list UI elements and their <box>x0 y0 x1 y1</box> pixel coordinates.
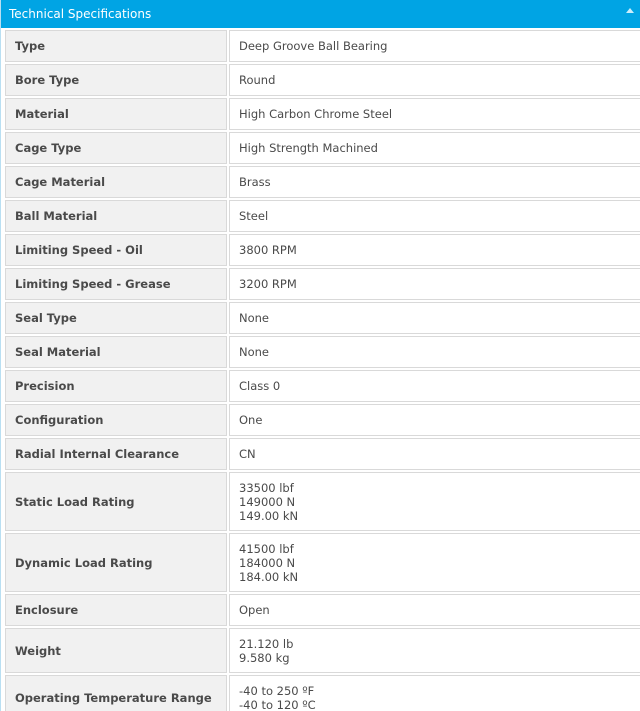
spec-value <box>229 438 640 470</box>
spec-row-cage-material <box>1 166 640 198</box>
spec-value <box>229 472 640 531</box>
spec-value <box>229 628 640 673</box>
spec-row-operating-temperature-range <box>1 675 640 711</box>
spec-row-seal-type <box>1 302 640 334</box>
spec-row-configuration <box>1 404 640 436</box>
spec-label: Cage Material <box>5 166 227 198</box>
spec-value-line: Class 0 <box>239 379 281 393</box>
spec-row-type <box>1 30 640 62</box>
spec-value <box>229 404 640 436</box>
spec-row-ball-material <box>1 200 640 232</box>
spec-row-dynamic-load-rating <box>1 533 640 592</box>
spec-value <box>229 370 640 402</box>
spec-value-line: 184000 N <box>239 555 296 570</box>
spec-row-seal-material <box>1 336 640 368</box>
panel-title: Technical Specifications <box>9 7 152 21</box>
spec-row-material <box>1 98 640 130</box>
spec-label: Limiting Speed - Oil <box>5 234 227 266</box>
spec-row-limiting-speed-grease <box>1 268 640 300</box>
spec-value <box>229 132 640 164</box>
spec-label: Weight <box>5 628 227 673</box>
spec-row-bore-type <box>1 64 640 96</box>
spec-label: Dynamic Load Rating <box>5 533 227 592</box>
spec-row-precision <box>1 370 640 402</box>
spec-value <box>229 234 640 266</box>
spec-value <box>229 166 640 198</box>
spec-label: Static Load Rating <box>5 472 227 531</box>
spec-value-line: 184.00 kN <box>239 569 299 584</box>
spec-label: Seal Type <box>5 302 227 334</box>
spec-row-static-load-rating <box>1 472 640 531</box>
spec-value-line: -40 to 250 ºF <box>239 683 315 698</box>
spec-value-line: One <box>239 413 263 427</box>
spec-value-line: High Strength Machined <box>239 141 378 155</box>
spec-label: Limiting Speed - Grease <box>5 268 227 300</box>
spec-value-line: 9.580 kg <box>239 650 290 665</box>
spec-value-line: None <box>239 345 270 359</box>
spec-label: Seal Material <box>5 336 227 368</box>
spec-value <box>229 533 640 592</box>
spec-value-line: 33500 lbf <box>239 480 294 495</box>
spec-value-line: 149000 N <box>239 494 296 509</box>
spec-value-line: None <box>239 311 270 325</box>
spec-value-line: 3200 RPM <box>239 277 297 291</box>
spec-label: Radial Internal Clearance <box>5 438 227 470</box>
spec-value <box>229 268 640 300</box>
spec-value <box>229 594 640 626</box>
spec-label: Bore Type <box>5 64 227 96</box>
spec-row-enclosure <box>1 594 640 626</box>
spec-table <box>1 30 640 711</box>
chevron-up-icon[interactable] <box>626 8 634 13</box>
spec-value <box>229 675 640 711</box>
spec-value <box>229 302 640 334</box>
spec-row-limiting-speed-oil <box>1 234 640 266</box>
spec-row-weight <box>1 628 640 673</box>
panel-header[interactable] <box>1 0 640 28</box>
spec-value <box>229 30 640 62</box>
spec-value-line: -40 to 120 ºC <box>239 697 316 711</box>
spec-label: Operating Temperature Range <box>5 675 227 711</box>
spec-label: Material <box>5 98 227 130</box>
spec-row-radial-internal-clearance <box>1 438 640 470</box>
spec-value-line: Round <box>239 73 276 87</box>
spec-value-line: 3800 RPM <box>239 243 297 257</box>
spec-value-line: 41500 lbf <box>239 541 294 556</box>
spec-label: Precision <box>5 370 227 402</box>
spec-row-cage-type <box>1 132 640 164</box>
spec-value-line: 21.120 lb <box>239 636 294 651</box>
spec-label: Configuration <box>5 404 227 436</box>
spec-label: Enclosure <box>5 594 227 626</box>
spec-value-line: Deep Groove Ball Bearing <box>239 39 388 53</box>
spec-label: Ball Material <box>5 200 227 232</box>
spec-value-line: CN <box>239 447 256 461</box>
spec-value <box>229 336 640 368</box>
spec-label: Type <box>5 30 227 62</box>
spec-value-line: Brass <box>239 175 271 189</box>
spec-value-line: 149.00 kN <box>239 508 299 523</box>
spec-label: Cage Type <box>5 132 227 164</box>
spec-value <box>229 64 640 96</box>
spec-value <box>229 200 640 232</box>
spec-value-line: Open <box>239 603 270 617</box>
spec-value-line: Steel <box>239 209 269 223</box>
spec-value <box>229 98 640 130</box>
spec-value-line: High Carbon Chrome Steel <box>239 107 393 121</box>
